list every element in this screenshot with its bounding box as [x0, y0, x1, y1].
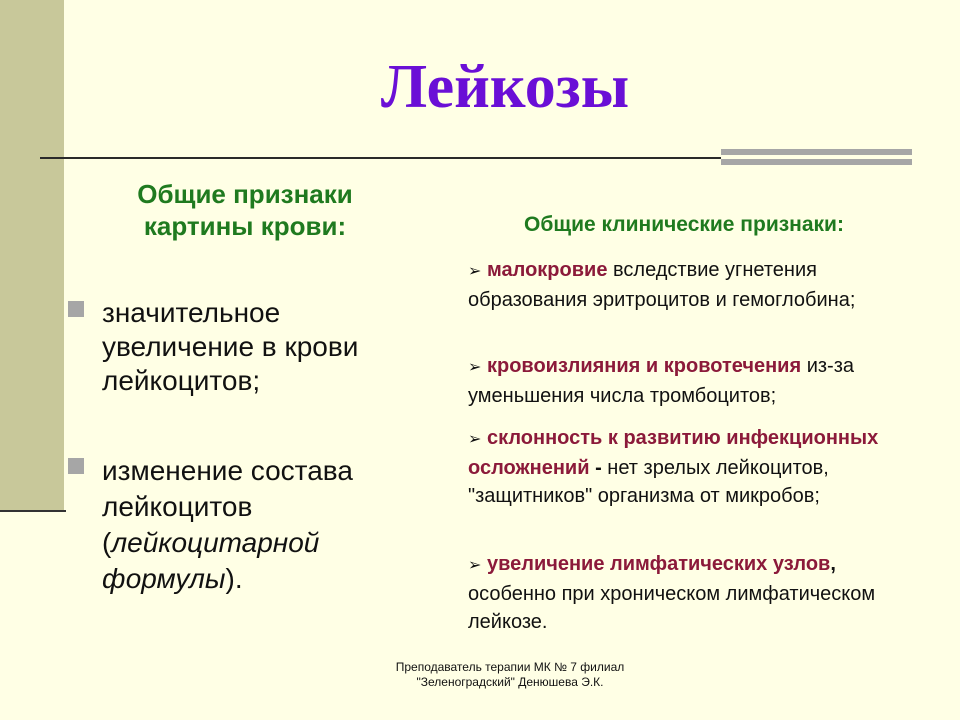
clinical-sign-item-4: [468, 550, 908, 636]
arrow-bullet-icon: ➢: [468, 263, 482, 280]
footer-line-1: Преподаватель терапии МК № 7 филиал: [395, 660, 625, 674]
clinical-sign-key-2: кровоизлияния и кровотечения: [486, 355, 802, 377]
slide-title: Лейкозы: [380, 53, 630, 121]
blood-sign-item-2-end: ).: [225, 563, 243, 594]
clinical-sign-key-4: увеличение лимфатических узлов: [486, 553, 831, 575]
blood-sign-item-2: [102, 453, 402, 597]
clinical-sign-text-2: из-за уменьшения числа тромбоцитов;: [468, 355, 855, 407]
footer-line-2: "Зеленоградский" Денюшева Э.К.: [416, 675, 604, 689]
clinical-sign-sep-3: -: [589, 457, 602, 479]
clinical-sign-sep-4: ,: [830, 553, 836, 575]
clinical-sign-text-1: вследствие угнетения образования эритроцитов и гемоглобина;: [468, 259, 856, 311]
blood-sign-item-2-text: изменение состава лейкоцитов (: [102, 455, 353, 558]
slide-footer: [340, 660, 680, 690]
left-decor-band: [0, 0, 64, 512]
clinical-sign-text-3: нет зрелых лейкоцитов, "защитников" организма от микробов;: [468, 457, 829, 507]
bullet-square-icon: [68, 458, 84, 474]
left-decor-line: [0, 510, 66, 512]
arrow-bullet-icon: ➢: [468, 431, 482, 448]
clinical-sign-item-2: [468, 352, 908, 410]
arrow-bullet-icon: ➢: [468, 359, 482, 376]
clinical-sign-text-4: особенно при хроническом лимфатическом лейкозе.: [468, 583, 876, 633]
clinical-signs-heading: Общие клинические признаки:: [524, 213, 844, 236]
clinical-sign-key-3: склонность к развитию инфекционных осложнений: [468, 427, 879, 479]
clinical-sign-item-1: [468, 256, 908, 314]
blood-signs-heading: Общие признаки картины крови:: [137, 179, 353, 241]
blood-sign-item-2-italic: лейкоцитарной формулы: [102, 527, 320, 594]
clinical-sign-item-3: [468, 424, 908, 510]
clinical-sign-key-1: малокровие: [486, 259, 608, 281]
bullet-square-icon: [68, 301, 84, 317]
blood-sign-item-1: значительное увеличение в крови лейкоцитов;: [102, 297, 359, 396]
title-divider-accent: [721, 149, 912, 166]
arrow-bullet-icon: ➢: [468, 557, 482, 574]
